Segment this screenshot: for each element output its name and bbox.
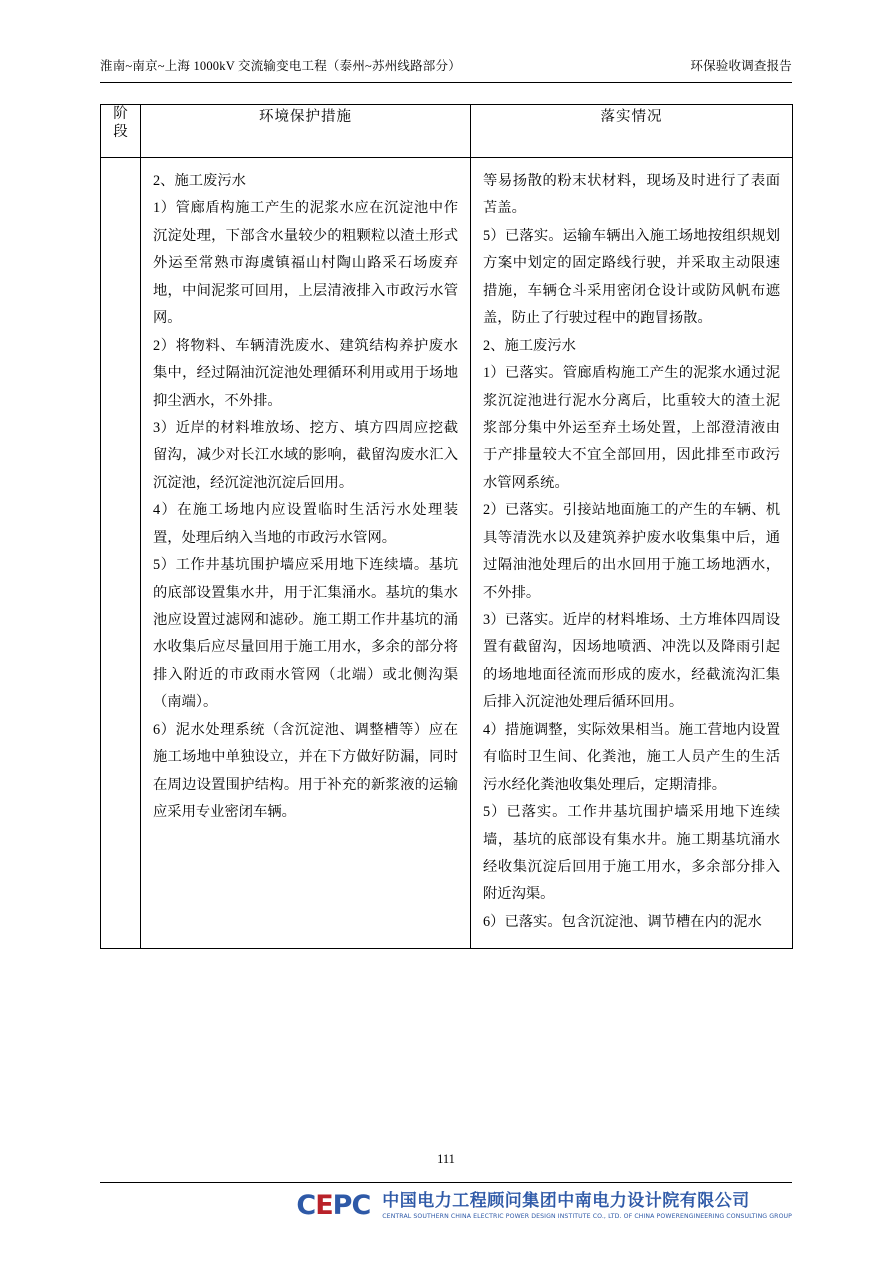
company-name-en: CENTRAL SOUTHERN CHINA ELECTRIC POWER DESIGN INSTITUTE CO., LTD. OF CHINA POWERENGINEERING CONSULTING GROUP [382,1212,792,1220]
paragraph: 2）将物料、车辆清洗废水、建筑结构养护废水集中，经过隔油沉淀池处理循环利用或用于场地抑尘洒水，不外排。 [153,337,458,409]
paragraph: 2、施工废污水 [483,337,576,354]
cepc-logo-icon: CEPC [296,1190,371,1221]
cell-measure [141,158,471,949]
company-name-block [382,1191,792,1220]
environmental-measures-table [100,104,793,949]
header-document-type: 环保验收调查报告 [690,59,792,73]
column-header-measure: 环境保护措施 [141,105,471,158]
paragraph: 等易扬散的粉末状材料，现场及时进行了表面苫盖。 [483,173,780,217]
footer-divider [100,1182,792,1183]
paragraph: 3）已落实。近岸的材料堆场、土方堆体四周设置有截留沟，因场地喷洒、冲洗以及降雨引起的场地地面径流而形成的废水，经截流沟汇集后排入沉淀池处理后循环回用。 [483,612,780,711]
paragraph: 5）已落实。工作井基坑围护墙采用地下连续墙，基坑的底部设有集水井。施工期基坑涌水经收集沉淀后回用于施工用水，多余部分排入附近沟渠。 [483,804,780,903]
column-header-implementation: 落实情况 [471,105,793,158]
page-number: 111 [437,1152,455,1166]
paragraph: 6）已落实。包含沉淀池、调节槽在内的泥水 [483,913,762,930]
paragraph: 1）管廊盾构施工产生的泥浆水应在沉淀池中作沉淀处理，下部含水量较少的粗颗粒以渣土形式外运至常熟市海虞镇福山村陶山路采石场废弃地，中间泥浆可回用，上层清液排入市政污水管网。 [153,200,458,327]
company-name-cn: 中国电力工程顾问集团中南电力设计院有限公司 [382,1191,750,1211]
content-table-wrapper [100,104,792,949]
paragraph: 6）泥水处理系统（含沉淀池、调整槽等）应在施工场地中单独设立，并在下方做好防漏，同时在周边设置围护结构。用于补充的新浆液的运输应采用专业密闭车辆。 [153,721,458,821]
cell-stage [101,158,141,949]
paragraph: 3）近岸的材料堆放场、挖方、填方四周应挖截留沟，减少对长江水域的影响，截留沟废水汇入沉淀池，经沉淀池沉淀后回用。 [153,419,458,491]
table-row [101,158,793,949]
company-logo [296,1190,792,1221]
column-header-stage: 阶 段 [101,105,141,158]
measure-text [141,158,470,839]
implementation-text [471,158,792,948]
header-project-title: 淮南~南京~上海 1000kV 交流输变电工程（泰州~苏州线路部分） [100,59,461,73]
paragraph: 5）工作井基坑围护墙应采用地下连续墙。基坑的底部设置集水井，用于汇集涌水。基坑的集水池应设置过滤网和滤砂。施工期工作井基坑的涌水收集后应尽量回用于施工用水，多余的部分将排入附近的市政雨水管网（北端）或北侧沟渠（南端）。 [153,557,458,711]
paragraph: 4）在施工场地内应设置临时生活污水处理装置，处理后纳入当地的市政污水管网。 [153,502,458,546]
table-header-row [101,105,793,158]
cell-implementation [471,158,793,949]
paragraph: 4）措施调整，实际效果相当。施工营地内设置有临时卫生间、化粪池，施工人员产生的生活污水经化粪池收集处理后，定期清排。 [483,721,780,793]
paragraph: 2）已落实。引接站地面施工的产生的车辆、机具等清洗水以及建筑养护废水收集集中后，通过隔油池处理后的出水回用于施工场地洒水，不外排。 [483,502,780,601]
paragraph: 1）已落实。管廊盾构施工产生的泥浆水通过泥浆沉淀池进行泥水分离后，比重较大的渣土泥浆部分集中外运至弃土场处置，上部澄清液由于产排量较大不宜全部回用，因此排至市政污水管网系统。 [483,365,780,491]
header-divider [100,82,792,83]
paragraph: 5）已落实。运输车辆出入施工场地按组织规划方案中划定的固定路线行驶，并采取主动限速措施，车辆仓斗采用密闭仓设计或防风帆布遮盖，防止了行驶过程中的跑冒扬散。 [483,227,780,327]
page-header [100,58,792,76]
paragraph: 2、施工废污水 [153,173,246,189]
